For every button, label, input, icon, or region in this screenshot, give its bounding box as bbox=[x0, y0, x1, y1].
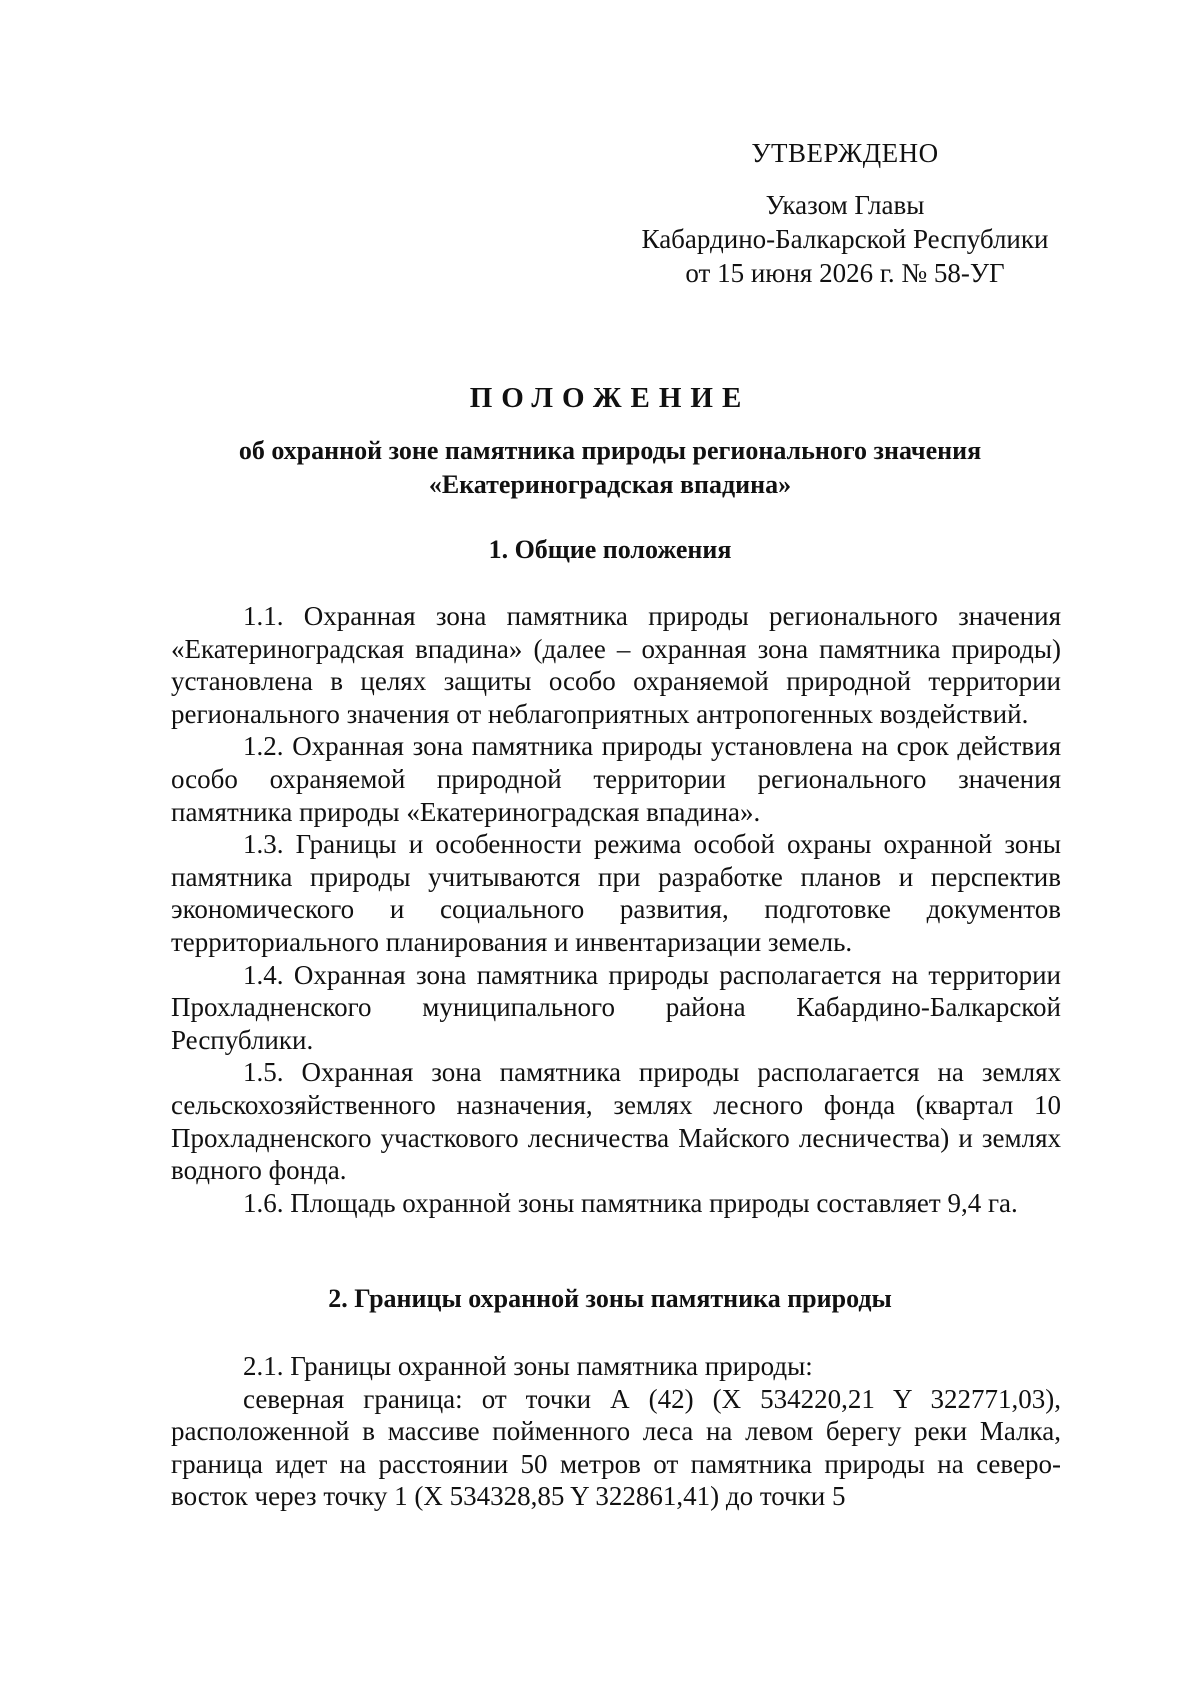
section-2-body bbox=[171, 1350, 1061, 1513]
paragraph-1-5: 1.5. Охранная зона памятника природы располагается на землях сельскохозяйственного назначения, землях лесного фонда (квартал 10 Прохладненского участкового лесничества Майского лесничества) и землях водного фонда. bbox=[171, 1057, 1061, 1186]
paragraph-1-6: 1.6. Площадь охранной зоны памятника природы составляет 9,4 га. bbox=[243, 1187, 1018, 1218]
paragraph-2-boundary-north: северная граница: от точки А (42) (X 534220,21 Y 322771,03), расположенной в массиве пойменного леса на левом берегу реки Малка, граница идет на расстоянии 50 метров от памятника природы на северо-восток через точку 1 (X 534328,85 Y 322861,41) до точки 5 bbox=[171, 1383, 1061, 1512]
subtitle-line-2: «Екатериноградская впадина» bbox=[428, 470, 792, 499]
paragraph-1-2: 1.2. Охранная зона памятника природы установлена на срок действия особо охраняемой природной территории регионального значения памятника природы «Екатериноградская впадина». bbox=[171, 731, 1061, 827]
decree-line-3: от 15 июня 2026 г. № 58-УГ bbox=[685, 258, 1005, 288]
paragraph-1-4: 1.4. Охранная зона памятника природы располагается на территории Прохладненского муниципального района Кабардино-Балкарской Республики. bbox=[171, 959, 1061, 1055]
decree-line-2: Кабардино-Балкарской Республики bbox=[641, 224, 1049, 254]
paragraph-2-1: 2.1. Границы охранной зоны памятника природы: bbox=[243, 1351, 813, 1381]
subtitle-line-1: об охранной зоне памятника природы регионального значения bbox=[238, 436, 982, 465]
document-title: ПОЛОЖЕНИЕ bbox=[469, 382, 751, 414]
document-subtitle bbox=[160, 434, 1060, 502]
decree-reference bbox=[620, 188, 1070, 290]
approved-label: УТВЕРЖДЕНО bbox=[751, 138, 939, 168]
paragraph-1-3: 1.3. Границы и особенности режима особой охраны охранной зоны памятника природы учитываются при разработке планов и перспектив экономического и социального развития, подготовке документов территориального планирования и инвентаризации земель. bbox=[171, 829, 1061, 957]
section-1-body bbox=[171, 600, 1061, 1219]
section-2-heading: 2. Границы охранной зоны памятника природы bbox=[328, 1284, 892, 1313]
section-1-heading: 1. Общие положения bbox=[488, 535, 732, 564]
paragraph-1-1: 1.1. Охранная зона памятника природы регионального значения «Екатериноградская впадина» (далее – охранная зона памятника природы) установлена в целях защиты особо охраняемой природной территории регионального значения от неблагоприятных антропогенных воздействий. bbox=[171, 601, 1061, 729]
decree-line-1: Указом Главы bbox=[765, 190, 925, 220]
